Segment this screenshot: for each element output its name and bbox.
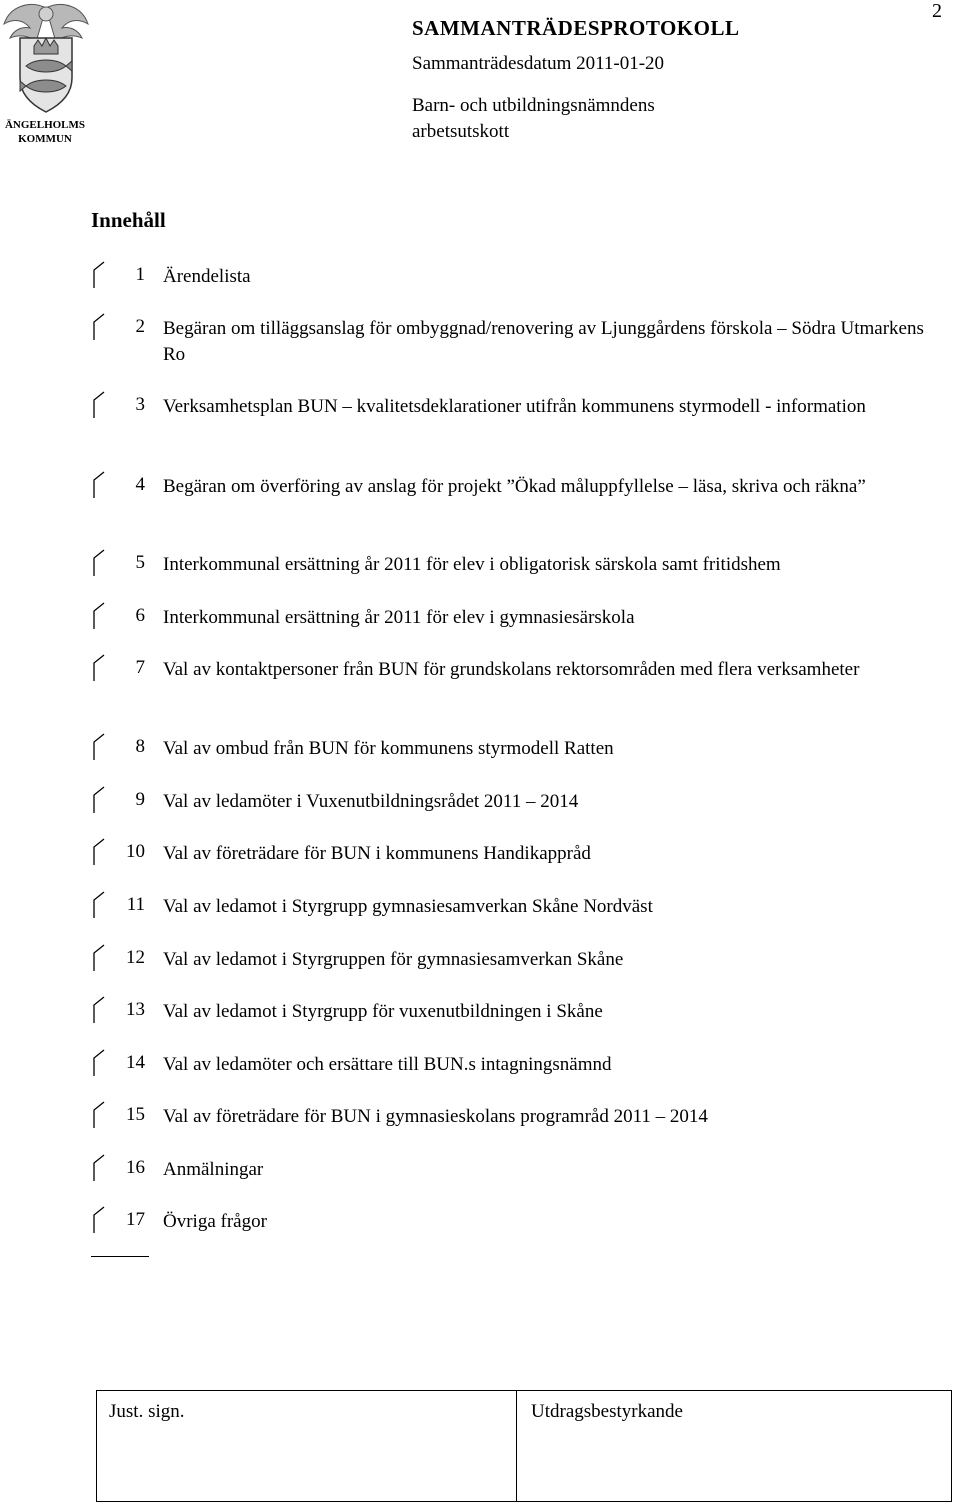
extract-certified-label: Utdragsbestyrkande [531, 1401, 683, 1422]
paragraph-bracket-icon [91, 1048, 106, 1078]
paragraph-bracket-icon [91, 785, 106, 815]
contents-item-text: Val av ledamot i Styrgrupp för vuxenutbildningen i Skåne [163, 1001, 603, 1022]
document-header [412, 16, 752, 145]
logo-caption [0, 118, 90, 146]
contents-item-number: 14 [126, 1052, 145, 1073]
signature-box [96, 1390, 952, 1502]
page-number: 2 [932, 0, 942, 22]
document-title: SAMMANTRÄDESPROTOKOLL [412, 16, 740, 40]
paragraph-bracket-icon [91, 601, 106, 631]
paragraph-bracket-icon [91, 943, 106, 973]
contents-item-text: Övriga frågor [163, 1211, 267, 1232]
contents-item-number: 1 [135, 264, 145, 285]
contents-item-text: Val av företrädare för BUN i gymnasieskolans programråd 2011 – 2014 [163, 1106, 708, 1127]
contents-item-number: 7 [135, 657, 145, 678]
contents-item-text: Interkommunal ersättning år 2011 för elev i obligatorisk särskola samt fritidshem [163, 554, 781, 575]
contents-item-text: Begäran om överföring av anslag för projekt ”Ökad måluppfyllelse – läsa, skriva och räkna” [163, 476, 866, 497]
contents-item-number: 10 [126, 841, 145, 862]
paragraph-bracket-icon [91, 390, 106, 420]
contents-item-text: Val av ledamot i Styrgrupp gymnasiesamverkan Skåne Nordväst [163, 896, 653, 917]
contents-item-number: 12 [126, 947, 145, 968]
contents-item-text: Begäran om tilläggsanslag för ombyggnad/renovering av Ljunggårdens förskola – Södra Utmarkens Ro [163, 318, 924, 365]
contents-item-text: Ärendelista [163, 266, 251, 287]
contents-item-text: Val av ombud från BUN för kommunens styrmodell Ratten [163, 738, 614, 759]
paragraph-bracket-icon [91, 1205, 106, 1235]
meeting-date: Sammanträdesdatum 2011-01-20 [412, 53, 665, 74]
contents-item-text: Val av kontaktpersoner från BUN för grundskolans rektorsområden med flera verksamheter [163, 659, 860, 680]
signature-divider [516, 1391, 517, 1501]
contents-item-text: Val av företrädare för BUN i kommunens Handikappråd [163, 843, 591, 864]
contents-item-number: 13 [126, 999, 145, 1020]
paragraph-bracket-icon [91, 1153, 106, 1183]
contents-item-text: Val av ledamot i Styrgruppen för gymnasiesamverkan Skåne [163, 949, 624, 970]
paragraph-bracket-icon [91, 995, 106, 1025]
just-sign-label: Just. sign. [109, 1401, 185, 1422]
contents-item-number: 3 [135, 394, 145, 415]
paragraph-bracket-icon [91, 260, 106, 290]
contents-item-text: Interkommunal ersättning år 2011 för elev i gymnasiesärskola [163, 607, 635, 628]
paragraph-bracket-icon [91, 653, 106, 683]
contents-item-text: Val av ledamöter och ersättare till BUN.s intagningsnämnd [163, 1054, 612, 1075]
contents-item-number: 15 [126, 1104, 145, 1125]
contents-item-text: Val av ledamöter i Vuxenutbildningsrådet 2011 – 2014 [163, 791, 579, 812]
contents-item-number: 11 [126, 894, 145, 915]
contents-item-number: 17 [126, 1209, 145, 1230]
contents-item-text: Verksamhetsplan BUN – kvalitetsdeklarationer utifrån kommunens styrmodell - information [163, 396, 866, 417]
logo-caption-line1: ÄNGELHOLMS [4, 119, 86, 131]
contents-item-number: 8 [135, 736, 145, 757]
paragraph-bracket-icon [91, 470, 106, 500]
contents-item-number: 6 [135, 605, 145, 626]
paragraph-bracket-icon [91, 732, 106, 762]
paragraph-bracket-icon [91, 1100, 106, 1130]
contents-item-number: 9 [135, 789, 145, 810]
paragraph-bracket-icon [91, 312, 106, 342]
paragraph-bracket-icon [91, 890, 106, 920]
paragraph-bracket-icon [91, 837, 106, 867]
contents-item-number: 2 [135, 316, 145, 337]
contents-heading: Innehåll [91, 208, 166, 232]
committee-name: Barn- och utbildningsnämndens arbetsutskott [412, 95, 655, 142]
logo-caption-line2: KOMMUN [18, 133, 72, 145]
contents-item-text: Anmälningar [163, 1159, 264, 1180]
contents-item-number: 16 [126, 1157, 145, 1178]
paragraph-bracket-icon [91, 548, 106, 578]
contents-item-number: 5 [135, 552, 145, 573]
end-rule [91, 1256, 149, 1257]
contents-item-number: 4 [135, 474, 145, 495]
